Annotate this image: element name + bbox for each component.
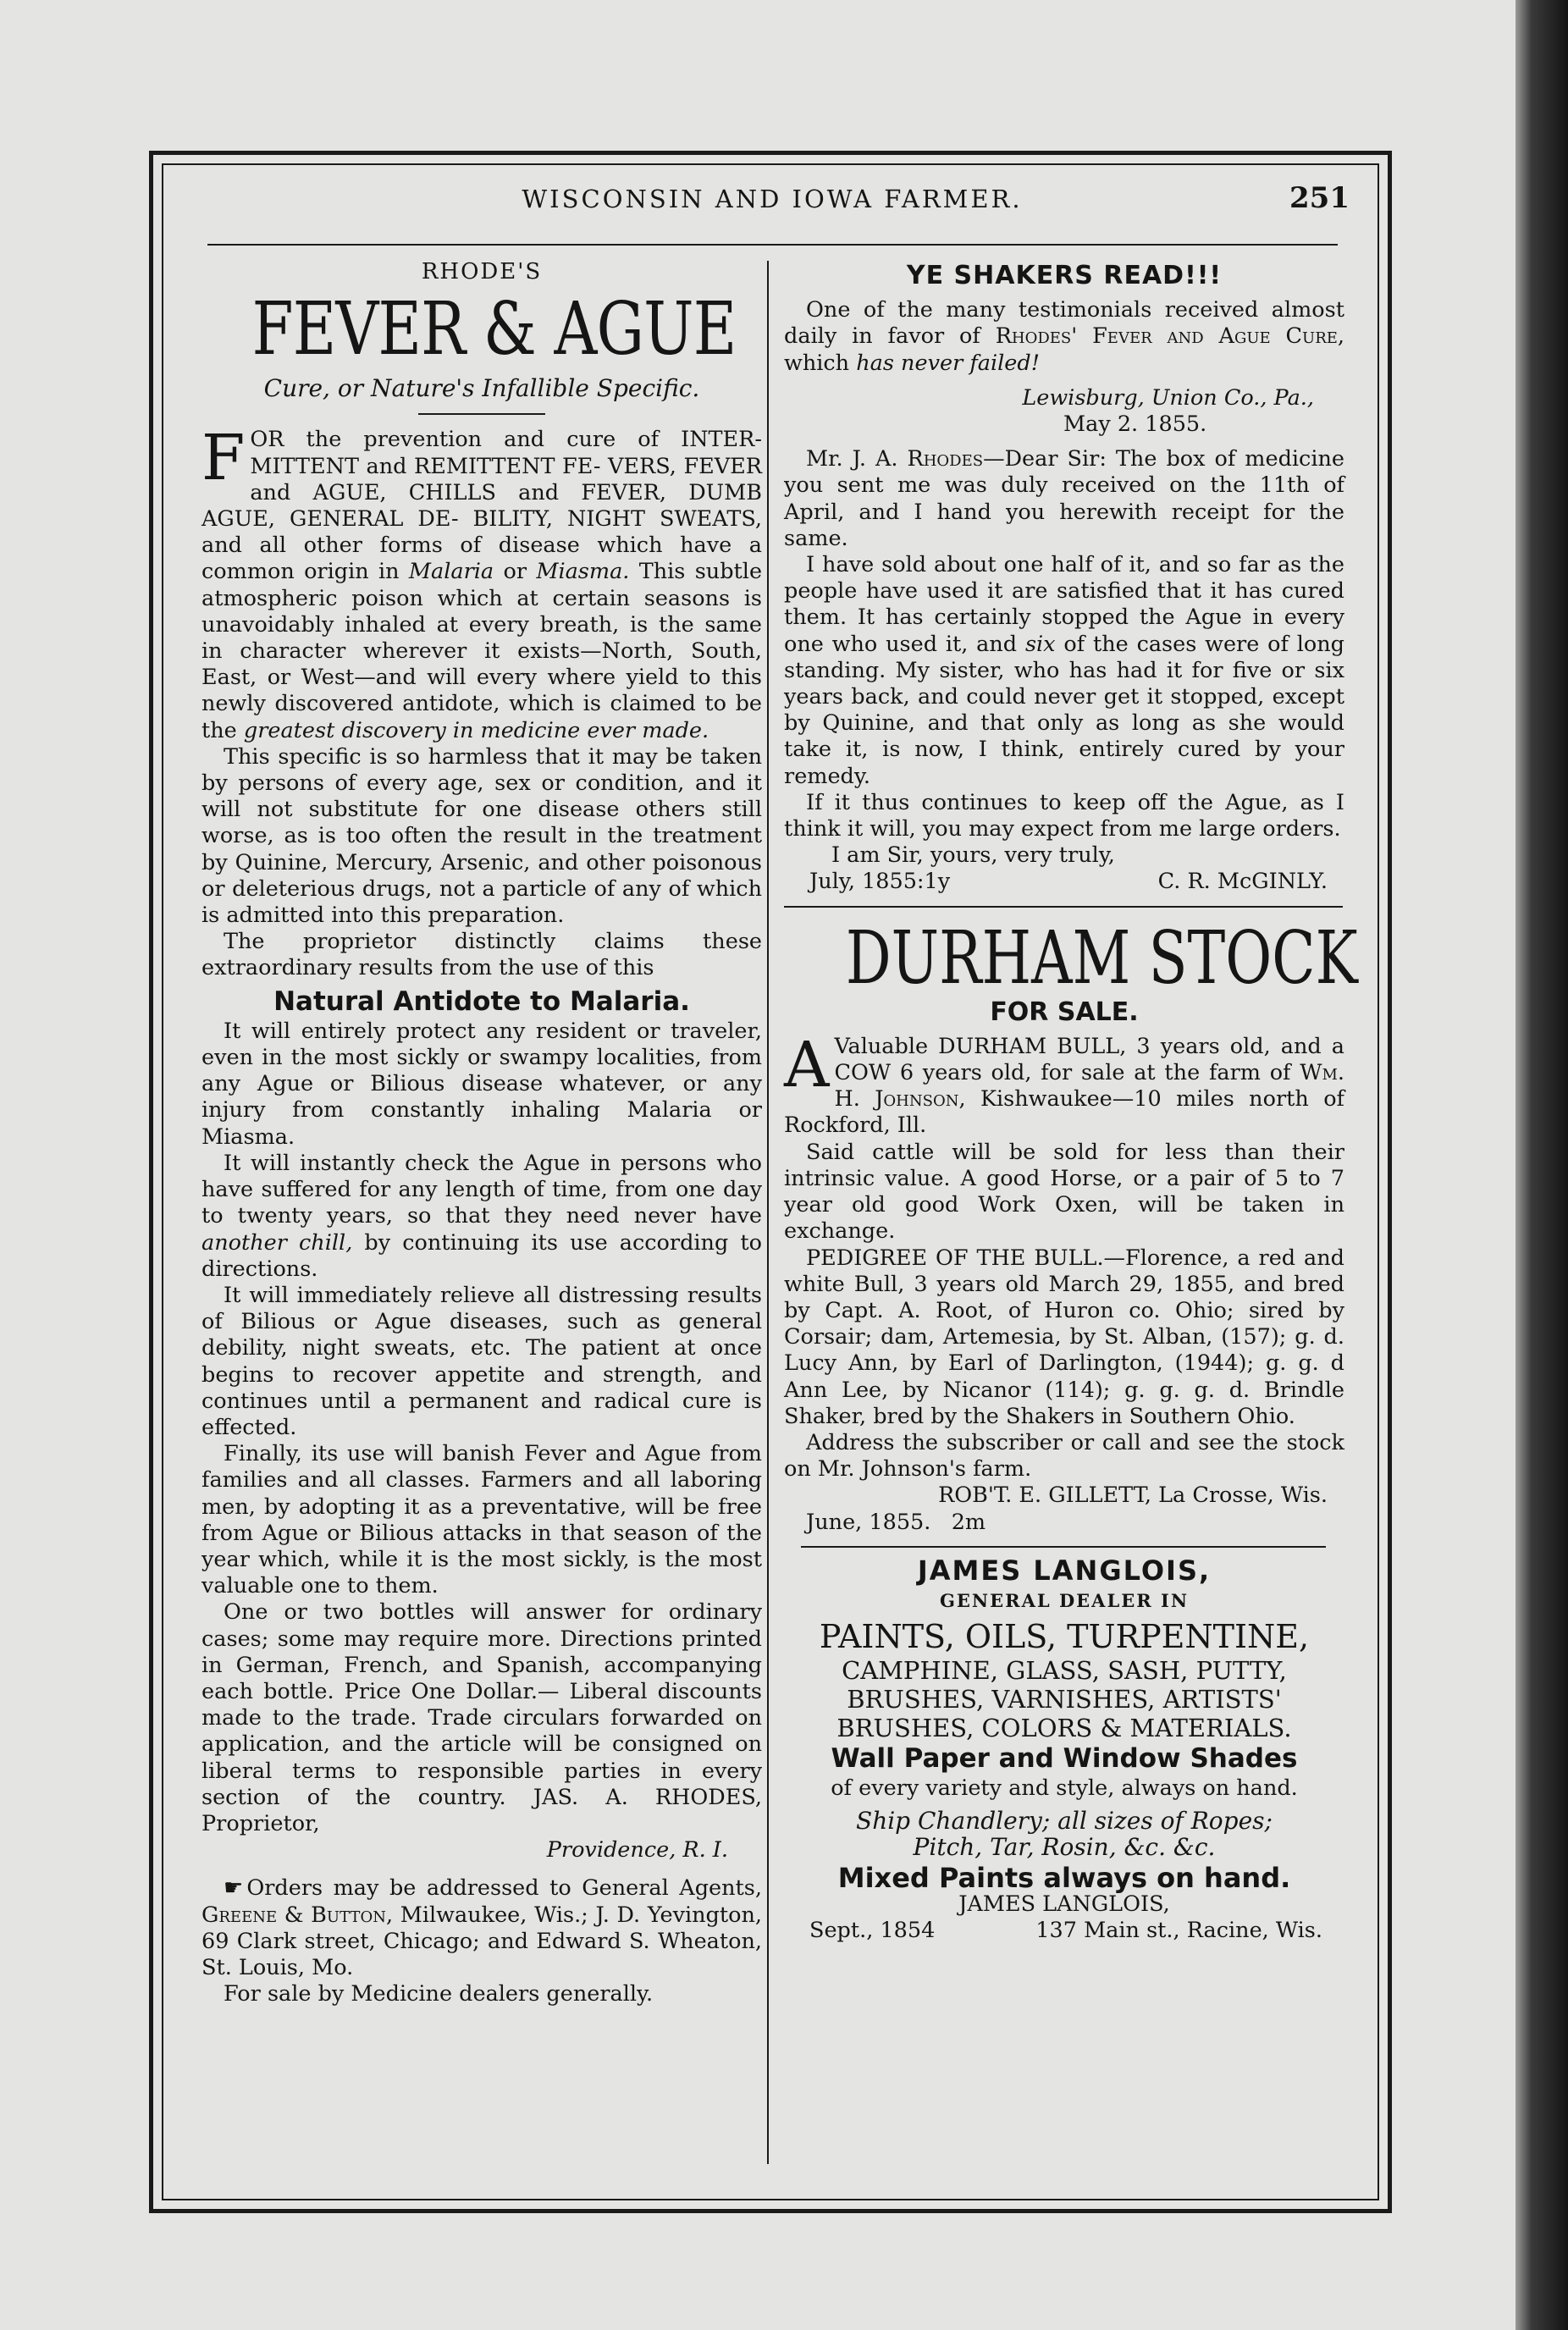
drop-cap: F xyxy=(202,422,246,495)
page-edge-shadow xyxy=(1516,0,1568,2330)
running-head xyxy=(195,181,1350,227)
paragraph-orders: ☛ Orders may be addressed to General Agents, Greene & Button, Milwaukee, Wis.; J. D. Yevington, 69 Clark street, Chicago; and Edward S. Wheaton, St. Louis, Mo. xyxy=(202,1875,763,1980)
left-column-rhodes-ad xyxy=(202,257,762,2007)
langlois-address: 137 Main st., Racine, Wis. xyxy=(1035,1918,1322,1944)
shakers-heading: YE SHAKERS READ!!! xyxy=(906,261,1223,290)
proprietor-place: Providence, R. I. xyxy=(546,1837,728,1863)
langlois-wallpaper: Wall Paper and Window Shades xyxy=(831,1743,1298,1775)
letter-salutation: Mr. J. A. Rhodes—Dear Sir: The box of medicine you sent me was duly received on the 11th of April, and I hand you herewith receipt for the same. xyxy=(784,446,1345,551)
langlois-goods-line-3: BRUSHES, COLORS & MATERIALS. xyxy=(836,1714,1292,1743)
durham-intro: A Valuable DURHAM BULL, 3 years old, and a COW 6 years old, for sale at the farm of Wm. H. Johnson, Kishwaukee—10 miles north of Rockford, Ill. xyxy=(784,1028,1344,1139)
section-rule xyxy=(784,906,1343,908)
langlois-signature: JAMES LANGLOIS, xyxy=(958,1891,1170,1918)
langlois-ship: Ship Chandlery; all sizes of Ropes; xyxy=(856,1806,1273,1835)
letter-footer xyxy=(784,869,1344,895)
letter-place: Lewisburg, Union Co., Pa., xyxy=(1022,384,1314,411)
ad-title: FEVER & AGUE xyxy=(251,287,737,373)
paragraph-relieve: It will immediately relieve all distressing results of Bilious or Ague diseases, such as general debility, night sweats, etc. The patient at once begins to recover appetite and strength, and continues until a permanent and radical cure is effected. xyxy=(202,1282,762,1440)
paragraph-harmless: This specific is so harmless that it may be taken by persons of every age, sex or condition, and it will not substitute for one disease others still worse, as is too often the result in the treatment by Quinine, Mercury, Arsenic, and other poisonous or deleterious drugs, not a particle of any of which is admitted into this preparation. xyxy=(202,743,762,929)
langlois-name: JAMES LANGLOIS, xyxy=(917,1554,1212,1587)
drop-cap: A xyxy=(784,1028,830,1102)
langlois-date: Sept., 1854 xyxy=(809,1918,936,1944)
column-rule xyxy=(767,261,769,2164)
langlois-general: GENERAL DEALER IN xyxy=(939,1589,1190,1611)
langlois-mixed-paints: Mixed Paints always on hand. xyxy=(837,1861,1291,1894)
paragraph-bottles: One or two bottles will answer for ordinary cases; some may require more. Directions printed in German, French, and Spanish, accompanying each bottle. Price One Dollar.— Liberal discounts made to the trade. Trade circulars forwarded on application, and the article will be consigned on liberal terms to responsible parties in every section of the country. JAS. A. RHODES, Proprietor, xyxy=(202,1599,763,1836)
durham-pedigree: PEDIGREE OF THE BULL.—Florence, a red and white Bull, 3 years old March 29, 1855, and bred by Capt. A. Root, of Huron co. Ohio; sired by Corsair; dam, Artemesia, by St. Alban, (157); g. d. Lucy Ann, by Earl of Darlington, (1944); g. g. d Ann Lee, by Nicanor (114); g. g. g. d. Brindle Shaker, bred by the Shakers in Southern Ohio. xyxy=(784,1245,1344,1429)
short-rule xyxy=(418,413,545,415)
letter-signature: C. R. McGINLY. xyxy=(1157,869,1328,895)
section-rule xyxy=(801,1546,1326,1548)
paragraph-forsale: For sale by Medicine dealers generally. xyxy=(224,1981,654,2007)
paragraph-protect: It will entirely protect any resident or traveler, even in the most sickly or swampy localities, from any Ague or Bilious disease whatever, or any injury from constantly inhaling Malaria or Miasma. xyxy=(202,1018,762,1150)
letter-valediction: I am Sir, yours, very truly, xyxy=(831,842,1115,869)
langlois-goods-line-2: BRUSHES, VARNISHES, ARTISTS' xyxy=(847,1685,1282,1714)
right-column xyxy=(784,257,1358,1945)
header-rule xyxy=(207,244,1338,246)
paragraph-claims: The proprietor distinctly claims these extraordinary results from the use of this xyxy=(202,929,762,981)
langlois-footer xyxy=(784,1918,1344,1944)
letter-closing-note: If it thus continues to keep off the Ague, as I think it will, you may expect from me large orders. xyxy=(784,789,1344,842)
paragraph-intro: FOR the prevention and cure of INTER- MITTENT and REMITTENT FE- VERS, FEVER and AGUE, CHILLS and FEVER, DUMB AGUE, GENERAL DE- BILITY, NIGHT SWEATS, and all other forms of disease which have a common origin in Malaria or Miasma. This subtle atmospheric poison which at certain seasons is unavoidably inhaled at every breath, is the same in character wherever it exists—North, South, East, or West—and will every where yield to this newly discovered antidote, which is claimed to be the greatest discovery in medicine ever made. xyxy=(202,422,763,743)
durham-price: Said cattle will be sold for less than their intrinsic value. A good Horse, or a pair of 5 to 7 year old good Work Oxen, will be taken in exchange. xyxy=(784,1139,1344,1245)
letter-footer-date: July, 1855:1y xyxy=(809,869,951,895)
testimonial-intro: One of the many testimonials received almost daily in favor of Rhodes' Fever and Ague Cure, which has never failed! xyxy=(784,297,1345,376)
langlois-goods-line-1: CAMPHINE, GLASS, SASH, PUTTY, xyxy=(842,1656,1287,1686)
durham-title: DURHAM STOCK xyxy=(845,915,1358,1001)
langlois-paints: PAINTS, OILS, TURPENTINE, xyxy=(819,1618,1310,1656)
durham-signature: ROB'T. E. GILLETT, La Crosse, Wis. xyxy=(938,1482,1328,1509)
publication-title: WISCONSIN AND IOWA FARMER. xyxy=(522,185,1023,213)
proprietor-signature: JAS. A. RHODES, Proprietor, xyxy=(202,1784,763,1836)
paragraph-finally: Finally, its use will banish Fever and Ague from families and all classes. Farmers and all laboring men, by adopting it as a preventative, will be free from Ague or Bilious attacks in that season of the year which, while it is the most sickly, is the most valuable one to them. xyxy=(202,1441,762,1599)
langlois-pitch: Pitch, Tar, Rosin, &c. &c. xyxy=(913,1832,1216,1861)
durham-forsale: FOR SALE. xyxy=(990,997,1139,1027)
ad-subtitle: Cure, or Nature's Infallible Specific. xyxy=(263,374,700,403)
durham-address: Address the subscriber or call and see the stock on Mr. Johnson's farm. xyxy=(784,1429,1344,1482)
letter-date: May 2. 1855. xyxy=(1063,411,1207,438)
ad-maker: RHODE'S xyxy=(421,259,543,284)
paragraph-check: It will instantly check the Ague in persons who have suffered for any length of time, from one day to twenty years, so that they need never have another chill, by continuing its use according to directions. xyxy=(202,1150,762,1282)
durham-date: June, 1855. 2m xyxy=(806,1509,986,1535)
pointing-hand-icon: ☛ xyxy=(224,1875,244,1902)
letter-body: I have sold about one half of it, and so far as the people have used it are satisfied that it has cured them. It has certainly stopped the Ague in every one who used it, and six of the cases were of long standing. My sister, who has had it for five or six years back, and could never get it stopped, except by Quinine, and that only as long as she would take it, is now, I think, entirely cured by your remedy. xyxy=(784,552,1345,789)
page-number: 251 xyxy=(1289,181,1350,215)
antidote-heading: Natural Antidote to Malaria. xyxy=(273,986,690,1017)
langlois-every: of every variety and style, always on hand. xyxy=(831,1775,1298,1802)
